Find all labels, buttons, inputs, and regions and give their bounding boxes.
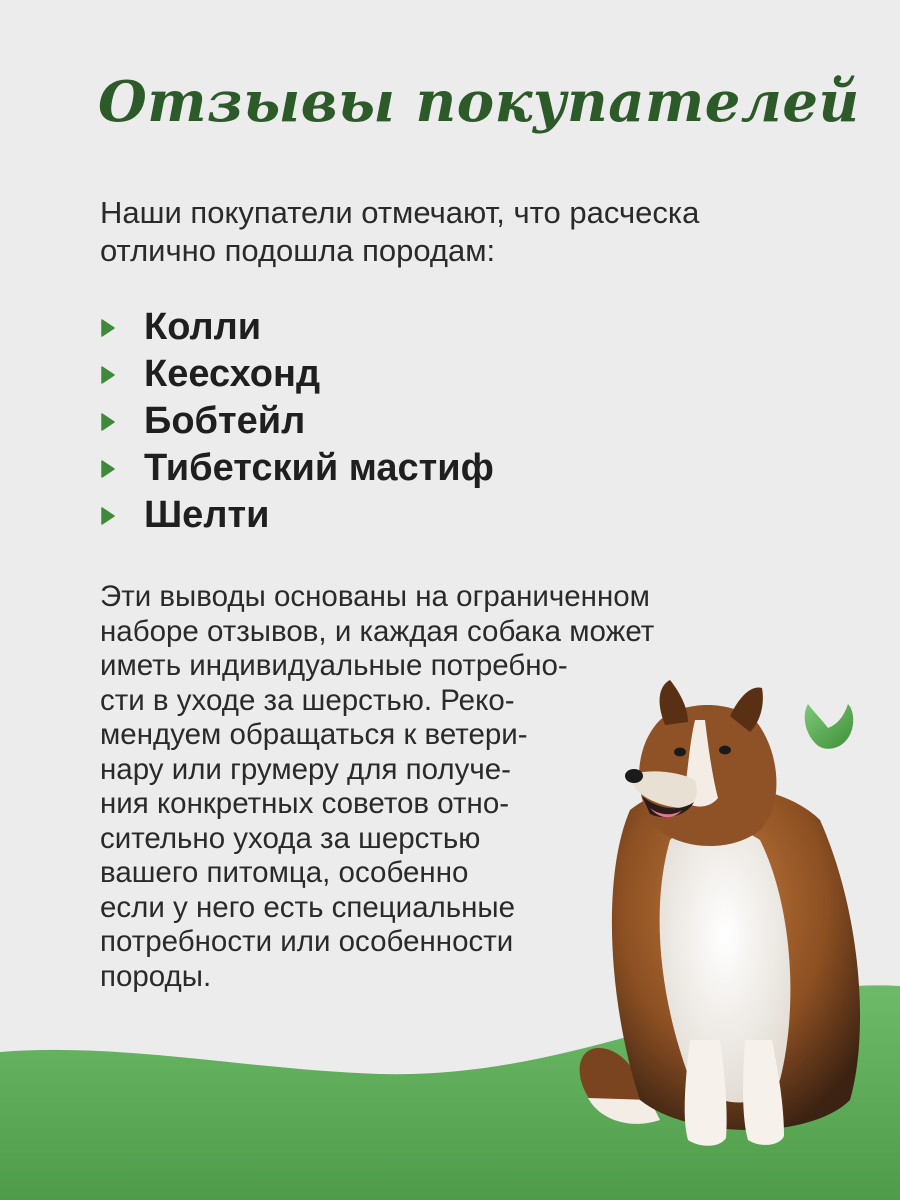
disclaimer-text: Эти выводы основаны на ограниченном наборе отзывов, и каждая собака может иметь индивидуальные потребно- сти в уходе за шерстью. Реко- мендуем обращаться к ветери- нару или грумеру для получе- ния конкретных советов отно- сительно ухода за шерстью вашего питомца, особенно если у него есть специальные потребности или особенности породы. xyxy=(100,580,655,993)
breed-list xyxy=(100,304,494,539)
triangle-bullet-icon xyxy=(100,365,116,385)
triangle-bullet-icon xyxy=(100,459,116,479)
breed-item xyxy=(100,398,494,445)
page-title: Отзывы покупателей xyxy=(98,69,860,135)
breed-label: Тибетский мастиф xyxy=(144,447,494,489)
breed-item xyxy=(100,445,494,492)
breed-label: Колли xyxy=(144,306,262,348)
dog-illustration xyxy=(570,680,880,1160)
breed-item xyxy=(100,304,494,351)
intro-text: Наши покупатели отмечают, что расческа отлично подошла породам: xyxy=(100,195,700,268)
breed-label: Кеесхонд xyxy=(144,353,321,395)
triangle-bullet-icon xyxy=(100,412,116,432)
breed-item xyxy=(100,492,494,539)
triangle-bullet-icon xyxy=(100,506,116,526)
breed-label: Бобтейл xyxy=(144,400,306,442)
triangle-bullet-icon xyxy=(100,318,116,338)
breed-label: Шелти xyxy=(144,494,270,536)
breed-item xyxy=(100,351,494,398)
